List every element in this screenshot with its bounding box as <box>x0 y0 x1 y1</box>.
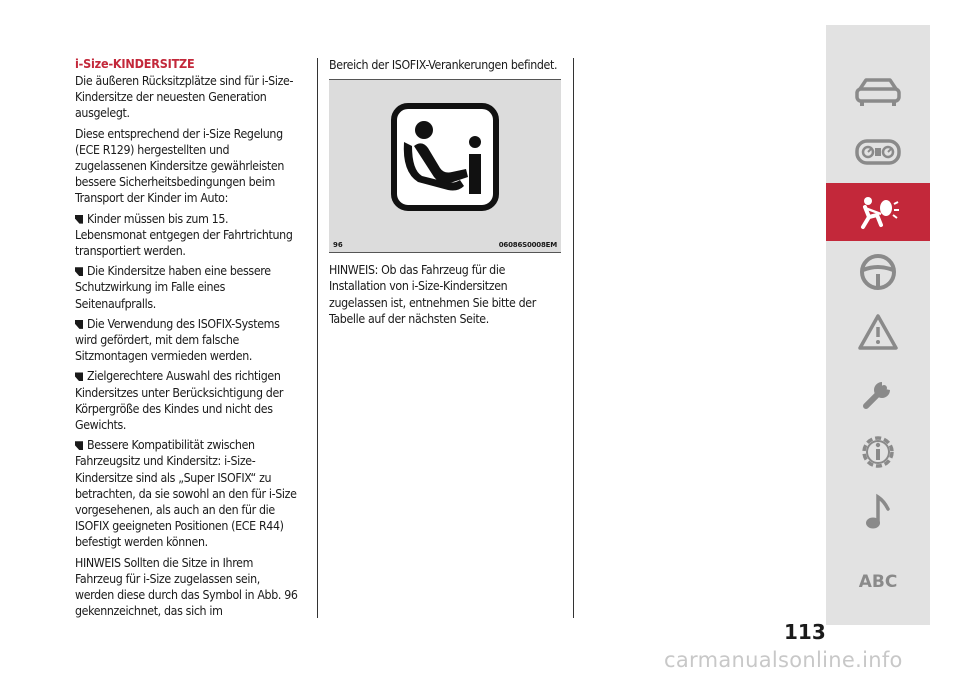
steering-wheel-icon <box>858 252 898 292</box>
list-item-text: Die Kindersitze haben eine bessere Schutzwirkung im Falle eines Seitenaufpralls. <box>75 264 271 311</box>
list-item <box>75 263 301 312</box>
dashboard-gauges-icon <box>854 137 902 167</box>
airbag-safety-icon <box>856 194 900 230</box>
figure-code: 06086S0008EM <box>498 241 557 250</box>
wrench-icon <box>858 372 898 412</box>
figure-image <box>329 80 561 238</box>
warning-triangle-icon <box>857 313 899 351</box>
list-item-text: Zielgerechtere Auswahl des richtigen Kindersitzes unter Berücksichtigung der Körpergröße des Kindes und nicht des Gewichts. <box>75 369 284 433</box>
column-divider <box>317 58 318 618</box>
sidebar-item-technical-data[interactable] <box>826 423 930 481</box>
right-column <box>329 57 561 331</box>
figure-number: 96 <box>333 241 343 250</box>
list-item <box>75 437 301 550</box>
left-column <box>75 56 301 624</box>
list-item <box>75 368 301 433</box>
sidebar-item-maintenance[interactable] <box>826 363 930 421</box>
list-item-text: Bessere Kompatibilität zwischen Fahrzeugsitz und Kindersitz: i-Size-Kindersitze sind als „Super ISOFIX“ zu betrachten, da sie sowohl an den für i-Size vorgesehenen, als auch an den für die ISOFIX geeigneten Positionen (ECE R44) befestigt werden können. <box>75 438 297 550</box>
list-item-text: Kinder müssen bis zum 15. Lebensmonat entgegen der Fahrtrichtung transportiert werden. <box>75 211 293 259</box>
list-item-text: Die Verwendung des ISOFIX-Systems wird gefördert, mit dem falsche Sitzmontagen vermieden werden. <box>75 316 280 364</box>
bullet-icon <box>75 320 83 329</box>
sidebar-item-car[interactable] <box>826 63 930 121</box>
bullet-icon <box>75 215 83 224</box>
section-heading: i-Size-KINDERSITZE <box>75 56 195 71</box>
sidebar-item-emergency[interactable] <box>826 303 930 361</box>
technical-data-gear-icon <box>857 431 899 473</box>
column-divider <box>573 58 574 618</box>
sidebar-item-multimedia[interactable] <box>826 483 930 541</box>
installation-note: HINWEIS: Ob das Fahrzeug für die Installation von i-Size-Kindersitzen zugelassen ist, entnehmen Sie bitte der Tabelle auf der nächsten Seite. <box>329 263 536 326</box>
page-number: 113 <box>784 620 826 644</box>
note-paragraph: HINWEIS Sollten die Sitze in Ihrem Fahrzeug für i-Size zugelassen sein, werden diese durch das Symbol in Abb. 96 gekennzeichnet, das sich im <box>75 555 298 619</box>
car-icon <box>854 75 902 109</box>
sidebar-item-safety[interactable] <box>826 183 930 241</box>
figure <box>329 79 561 253</box>
music-note-icon <box>862 492 894 532</box>
list-item <box>75 316 301 365</box>
bullet-icon <box>75 372 83 381</box>
sidebar-item-index[interactable] <box>826 553 930 611</box>
intro-paragraph: Die äußeren Rücksitzplätze sind für i-Size-Kindersitze der neuesten Generation ausgelegt. <box>75 74 294 121</box>
bullet-icon <box>75 267 83 276</box>
sidebar-item-dashboard[interactable] <box>826 123 930 181</box>
bullet-icon <box>75 441 83 450</box>
list-item <box>75 211 301 260</box>
watermark: carmanualsonline.info <box>664 648 903 672</box>
continuation-paragraph: Bereich der ISOFIX-Verankerungen befindet. <box>329 58 558 72</box>
i-size-child-seat-symbol-icon <box>390 102 500 212</box>
chapter-sidebar <box>826 25 930 625</box>
abc-index-label: ABC <box>858 572 898 592</box>
regulation-paragraph: Diese entsprechend der i-Size Regelung (ECE R129) hergestellten und zugelassenen Kindersitze gewährleisten bessere Sicherheitsbedingungen beim Transport der Kinder im Auto: <box>75 126 285 206</box>
sidebar-item-driving[interactable] <box>826 243 930 301</box>
